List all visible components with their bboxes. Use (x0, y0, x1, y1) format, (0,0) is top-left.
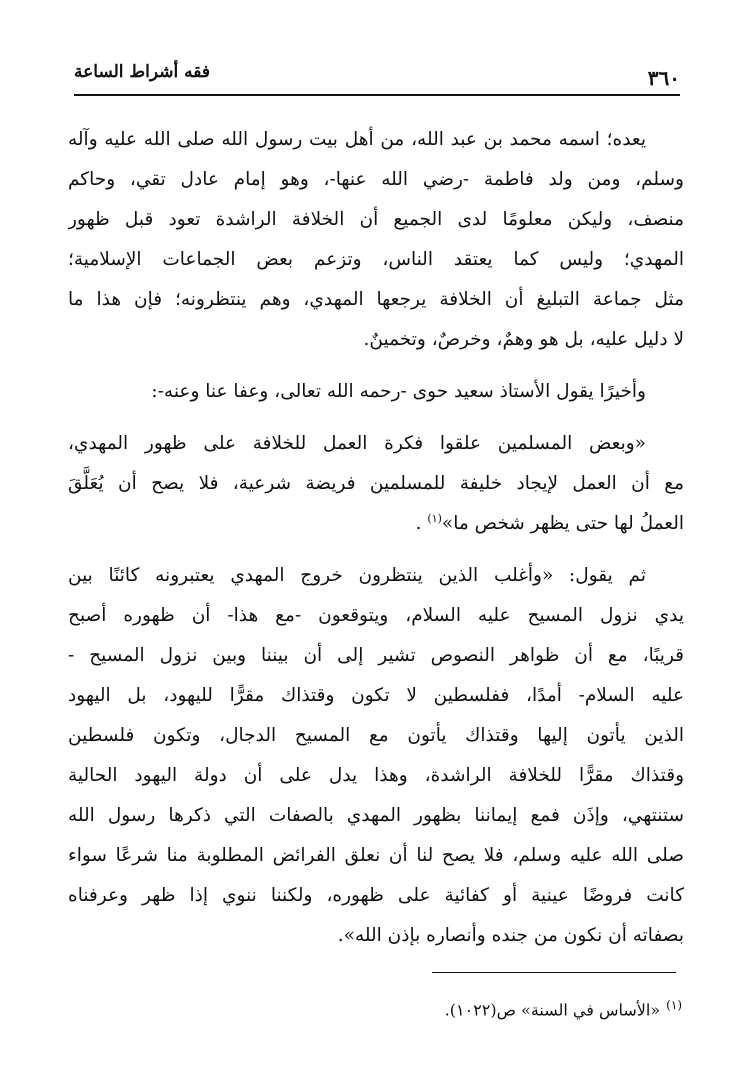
text-line: «وبعض المسلمين علقوا فكرة العمل للخلافة على ظهور المهدي، (68, 433, 646, 454)
footnote-text: «الأساس في السنة» ص(١٠٢٢). (444, 1000, 661, 1020)
footnote-rule (432, 972, 676, 973)
footnote (445, 998, 682, 1019)
text-line: يعده؛ اسمه محمد بن عبد الله، من أهل بيت رسول الله صلى الله عليه وآله (68, 129, 646, 150)
page-number: ٣٦٠ (647, 66, 680, 90)
text-line: المهدي؛ وليس كما يعتقد الناس، وتزعم بعض الجماعات الإسلامية؛ (68, 249, 684, 270)
footnote-number: (١) (666, 998, 682, 1012)
running-title: فقه أشراط الساعة (74, 62, 210, 82)
text-line: بصفاته أن نكون من جنده وأنصاره بإذن الله». (337, 925, 684, 946)
text-line: يدي نزول المسيح عليه السلام، ويتوقعون -مع هذا- أن ظهوره أصبح (68, 605, 684, 626)
header-rule (74, 94, 680, 96)
text-line: ستنتهي، وإذَن فمع إيماننا بظهور المهدي بالصفات التي ذكرها رسول الله (68, 805, 684, 826)
footnote-marker: (١) (427, 511, 442, 525)
text-line: قريبًا، مع أن ظواهر النصوص تشير إلى أن بيننا وبين نزول المسيح - (68, 645, 684, 666)
page-header (74, 56, 680, 92)
paragraph-2 (68, 372, 684, 412)
paragraph-1 (68, 120, 684, 360)
text-line: العملُ لها حتى يظهر شخص ما»$^{(١)}$ . (415, 511, 684, 534)
text-line: ثم يقول: «وأغلب الذين ينتظرون خروج المهدي يعتبرونه كائنًا بين (68, 565, 646, 586)
text-line: منصف، وليكن معلومًا لدى الجميع أن الخلافة الراشدة تعود قبل ظهور (68, 209, 684, 230)
text-line: وسلم، ومن ولد فاطمة -رضي الله عنها-، وهو إمام عادل تقي، وحاكم (68, 169, 684, 190)
text-line: مع أن العمل لإيجاد خليفة للمسلمين فريضة شرعية، فلا يصح أن يُعَلَّقَ (68, 473, 684, 494)
text-line: عليه السلام- أمدًا، ففلسطين لا تكون وقتذاك مقرًّا لليهود، بل اليهود (68, 685, 684, 706)
paragraph-4 (68, 556, 684, 956)
quote-end-text: العملُ لها حتى يظهر شخص ما» (441, 513, 684, 534)
text-line: لا دليل عليه، بل هو وهمٌ، وخرصٌ، وتخمينٌ. (363, 329, 684, 350)
text-line: مثل جماعة التبليغ أن الخلافة يرجعها المهدي، وهم ينتظرونه؛ فإن هذا ما (68, 289, 684, 310)
text-line: كانت فروضًا عينية أو كفائية على ظهوره، ولكننا ننوي إذا ظهر وعرفناه (68, 885, 684, 906)
text-line: الذين يأتون إليها وقتذاك يأتون مع المسيح الدجال، وتكون فلسطين (68, 725, 684, 746)
body-text (68, 120, 684, 956)
text-line: صلى الله عليه وسلم، فلا يصح لنا أن نعلق الفرائض المطلوبة منا شرعًا سواء (68, 845, 684, 866)
text-line: وأخيرًا يقول الأستاذ سعيد حوى -رحمه الله تعالى، وعفا عنا وعنه-: (151, 381, 646, 402)
text-line: وقتذاك مقرًّا للخلافة الراشدة، وهذا يدل على أن دولة اليهود الحالية (68, 765, 684, 786)
block-quote (68, 424, 684, 544)
